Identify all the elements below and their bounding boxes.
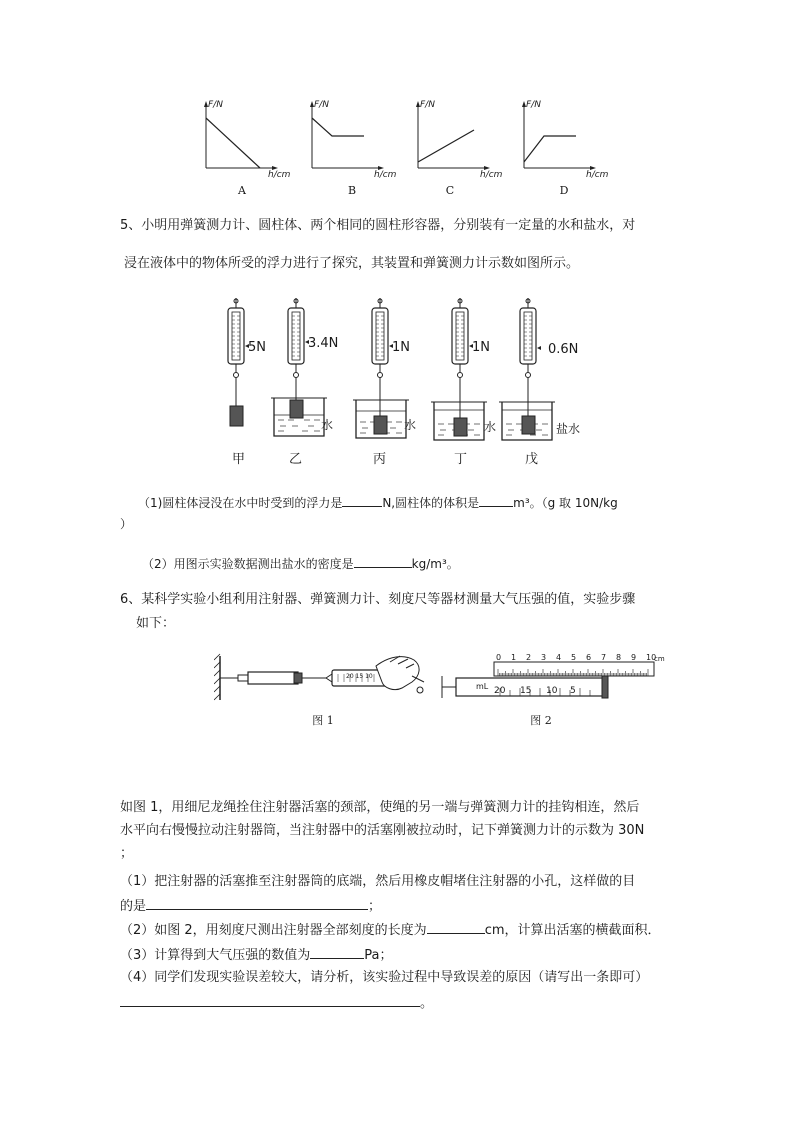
graph-c-plot bbox=[408, 98, 503, 196]
label-jia: 甲 bbox=[232, 452, 246, 467]
ruler-number: 10 bbox=[646, 653, 657, 662]
q6-blank-error-reason[interactable] bbox=[120, 992, 420, 1007]
graph-d-ylabel: F/N bbox=[526, 100, 541, 110]
q6-step4: （4）同学们发现实验误差较大，请分析，该实验过程中导致误差的原因（请写出一条即可） bbox=[120, 970, 649, 985]
q5-part2 bbox=[142, 553, 459, 574]
q6-step2-text-a: （2）如图 2，用刻度尺测出注射器全部刻度的长度为 bbox=[120, 923, 427, 938]
q5-part1-text-b: N,圆柱体的体积是 bbox=[382, 496, 480, 510]
liquid-wu: 盐水 bbox=[556, 422, 581, 436]
syringe2-mark-20: 20 bbox=[494, 686, 506, 696]
graph-c-caption: C bbox=[445, 184, 455, 197]
q6-step1-text-c: ； bbox=[368, 899, 382, 914]
spring-scale-figure bbox=[218, 298, 588, 473]
reading-wu: 0.6N bbox=[548, 342, 579, 357]
graph-c-ylabel: F/N bbox=[420, 100, 435, 110]
ruler-number: 3 bbox=[541, 653, 547, 662]
graph-d-caption: D bbox=[559, 184, 569, 197]
q6-blank-pressure[interactable] bbox=[310, 944, 364, 959]
cylinder-ding bbox=[454, 418, 467, 436]
cylinder-bing bbox=[374, 416, 387, 434]
spring-scale-yi bbox=[288, 298, 304, 378]
ruler-number: 7 bbox=[601, 653, 607, 662]
graph-a-plot bbox=[196, 98, 291, 196]
fig1-caption: 图 1 bbox=[312, 714, 334, 727]
ruler-number: 0 bbox=[496, 653, 502, 662]
graph-c-xlabel: h/cm bbox=[480, 170, 503, 180]
label-yi: 乙 bbox=[289, 452, 303, 467]
q6-intro1: 如图 1，用细尼龙绳拴住注射器活塞的颈部，使绳的另一端与弹簧测力计的挂钩相连，然后 bbox=[120, 800, 640, 815]
q6-step4-cont bbox=[120, 992, 433, 1014]
q6-intro2: 水平向右慢慢拉动注射器筒，当注射器中的活塞刚被拉动时，记下弹簧测力计的示数为 30N bbox=[120, 823, 645, 838]
syringe2-mark-15: 15 bbox=[520, 686, 532, 696]
q6-step2 bbox=[120, 919, 661, 941]
label-bing: 丙 bbox=[373, 452, 387, 467]
q5-part1-text-c: m³。（g 取 10N/kg bbox=[513, 496, 618, 510]
syringe2-unit: mL bbox=[476, 682, 489, 691]
q6-blank-purpose[interactable] bbox=[146, 895, 368, 910]
graph-b-plot bbox=[302, 98, 397, 196]
q5-part1 bbox=[138, 492, 618, 513]
spring-scale-wu bbox=[520, 298, 536, 378]
q5-part2-text-a: （2）用图示实验数据测出盐水的密度是 bbox=[142, 557, 354, 571]
ruler-number: 6 bbox=[586, 653, 592, 662]
ruler-number: 8 bbox=[616, 653, 622, 662]
liquid-bing: 水 bbox=[404, 418, 417, 432]
ruler-number: 2 bbox=[526, 653, 532, 662]
reading-jia: 5N bbox=[248, 340, 266, 355]
spring-scale-bing bbox=[372, 298, 388, 378]
ruler-number: 4 bbox=[556, 653, 562, 662]
q6-step2-text-b: cm，计算出活塞的横截面积． bbox=[484, 923, 661, 938]
q5-part2-text-b: kg/m³。 bbox=[411, 557, 459, 571]
ruler-unit: cm bbox=[654, 655, 665, 663]
graph-a-line bbox=[206, 118, 260, 168]
cylinder-jia bbox=[230, 406, 243, 426]
reading-yi: 3.4N bbox=[308, 336, 339, 351]
q5-line2: 浸在液体中的物体所受的浮力进行了探究，其装置和弹簧测力计示数如图所示。 bbox=[124, 256, 580, 271]
q6-step1-text-b: 的是 bbox=[120, 899, 147, 914]
ruler-labels bbox=[494, 653, 657, 663]
label-ding: 丁 bbox=[454, 452, 468, 467]
q6-step3-text-b: Pa； bbox=[364, 948, 393, 963]
figure-1-syringe bbox=[214, 652, 434, 708]
q6-step1: （1）把注射器的活塞推至注射器筒的底端，然后用橡皮帽堵住注射器的小孔，这样做的目 bbox=[120, 874, 636, 889]
q5-blank-buoyancy[interactable] bbox=[342, 492, 382, 507]
q6-blank-length[interactable] bbox=[427, 919, 485, 934]
q6-line1: 6、某科学实验小组利用注射器、弹簧测力计、刻度尺等器材测量大气压强的值，实验步骤 bbox=[120, 592, 636, 607]
liquid-ding: 水 bbox=[484, 420, 497, 434]
q5-line1: 5、小明用弹簧测力计、圆柱体、两个相同的圆柱形容器，分别装有一定量的水和盐水，对 bbox=[120, 218, 636, 233]
label-wu: 戊 bbox=[525, 452, 539, 467]
graph-b-xlabel: h/cm bbox=[374, 170, 397, 180]
q6-line2: 如下： bbox=[136, 616, 176, 631]
fig2-caption: 图 2 bbox=[530, 714, 552, 727]
graph-b-caption: B bbox=[347, 184, 357, 197]
q6-step3 bbox=[120, 944, 393, 966]
syringe2-mark-5: 5 bbox=[570, 686, 576, 696]
liquid-yi: 水 bbox=[321, 418, 334, 432]
graph-a-ylabel: F/N bbox=[208, 100, 223, 110]
reading-bing: 1N bbox=[392, 340, 410, 355]
q6-step4-text-b: 。 bbox=[420, 996, 434, 1011]
graph-d-xlabel: h/cm bbox=[586, 170, 609, 180]
q5-blank-volume[interactable] bbox=[479, 492, 513, 507]
graph-b bbox=[302, 98, 397, 197]
graph-d-plot bbox=[514, 98, 609, 196]
ruler-number: 9 bbox=[631, 653, 637, 662]
q5-part1-close: ） bbox=[120, 517, 133, 531]
spring-scale-jia bbox=[228, 298, 244, 378]
q6-step3-text-a: （3）计算得到大气压强的数值为 bbox=[120, 948, 311, 963]
graph-a-caption: A bbox=[238, 184, 246, 197]
graph-b-ylabel: F/N bbox=[314, 100, 329, 110]
graph-d-line bbox=[524, 136, 576, 162]
cylinder-wu bbox=[522, 416, 535, 434]
q6-intro3: ； bbox=[120, 846, 134, 861]
graph-a bbox=[196, 98, 291, 197]
q5-blank-density[interactable] bbox=[354, 553, 412, 568]
graph-a-xlabel: h/cm bbox=[268, 170, 291, 180]
q5-part1-text-a: （1)圆柱体浸没在水中时受到的浮力是 bbox=[138, 496, 343, 510]
graph-c bbox=[408, 98, 503, 197]
q6-step1-cont bbox=[120, 895, 381, 917]
syringe2-mark-10: 10 bbox=[546, 686, 558, 696]
ruler-number: 5 bbox=[571, 653, 577, 662]
ruler-number: 1 bbox=[511, 653, 517, 662]
reading-ding: 1N bbox=[472, 340, 490, 355]
spring-scale-ding bbox=[452, 298, 468, 378]
graph-b-line bbox=[312, 118, 364, 136]
graph-c-line bbox=[418, 130, 474, 162]
graph-d bbox=[514, 98, 609, 197]
syringe1-marks: 20 15 10 bbox=[346, 673, 373, 680]
cylinder-yi bbox=[290, 400, 303, 418]
